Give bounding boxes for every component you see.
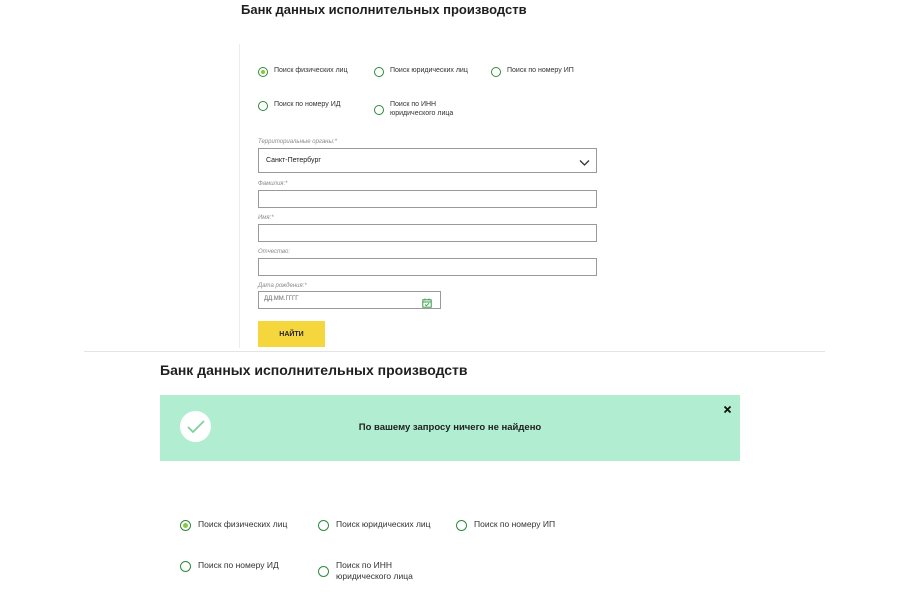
region-label: Территориальные органы:*	[258, 139, 337, 145]
radio-id-number[interactable]	[180, 560, 279, 572]
radio-label: Поиск по номеру ИД	[274, 101, 341, 108]
panel-border	[239, 44, 240, 348]
find-button[interactable]: НАЙТИ	[258, 321, 325, 347]
birthdate-input[interactable]	[258, 291, 441, 309]
radio-label: Поиск физических лиц	[198, 519, 288, 529]
radio-legal-entities[interactable]	[374, 66, 468, 77]
radio-indicator[interactable]	[180, 520, 191, 531]
region-select[interactable]	[258, 148, 597, 173]
radio-ip-number[interactable]	[456, 519, 555, 531]
radio-ip-number[interactable]	[491, 66, 574, 77]
radio-indicator[interactable]	[491, 67, 501, 77]
patronymic-input[interactable]	[258, 258, 597, 276]
no-results-alert	[160, 395, 740, 461]
calendar-icon[interactable]	[422, 295, 432, 313]
radio-label: Поиск по номеру ИД	[198, 560, 279, 570]
alert-message: По вашему запросу ничего не найдено	[358, 422, 542, 433]
birthdate-label: Дата рождения:*	[258, 283, 307, 289]
radio-indicator[interactable]	[318, 520, 329, 531]
firstname-label: Имя:*	[258, 215, 274, 221]
radio-indicator[interactable]	[374, 105, 384, 115]
radio-indicator[interactable]	[180, 561, 191, 572]
radio-label: Поиск по номеру ИП	[507, 67, 574, 74]
radio-label: Поиск физических лиц	[274, 67, 348, 74]
chevron-down-icon[interactable]	[579, 155, 590, 173]
radio-individuals[interactable]	[180, 519, 287, 531]
screen-divider	[84, 351, 825, 352]
radio-indicator[interactable]	[258, 101, 268, 111]
close-icon[interactable]	[723, 401, 732, 419]
page-title: Банк данных исполнительных производств	[160, 362, 468, 378]
firstname-input[interactable]	[258, 224, 597, 242]
radio-label: Поиск по ИНН юридического лица	[390, 101, 454, 118]
radio-label: Поиск по ИНН юридического лица	[336, 560, 413, 582]
radio-inn[interactable]	[374, 100, 460, 118]
radio-id-number[interactable]	[258, 100, 340, 111]
lastname-input[interactable]	[258, 190, 597, 208]
radio-label: Поиск юридических лиц	[390, 67, 468, 74]
radio-inn[interactable]	[318, 560, 420, 582]
birthdate-placeholder: ДД.ММ.ГГГГ	[264, 296, 299, 302]
radio-individuals[interactable]	[258, 66, 348, 77]
radio-legal-entities[interactable]	[318, 519, 431, 531]
patronymic-label: Отчество:	[258, 249, 291, 255]
page-title: Банк данных исполнительных производств	[241, 2, 527, 17]
region-value: Санкт-Петербург	[266, 157, 321, 164]
lastname-label: Фамилия:*	[258, 181, 288, 187]
radio-indicator[interactable]	[374, 67, 384, 77]
radio-label: Поиск юридических лиц	[336, 519, 431, 529]
radio-indicator[interactable]	[318, 566, 329, 577]
radio-indicator[interactable]	[456, 520, 467, 531]
radio-indicator[interactable]	[258, 67, 268, 77]
radio-label: Поиск по номеру ИП	[474, 519, 556, 529]
